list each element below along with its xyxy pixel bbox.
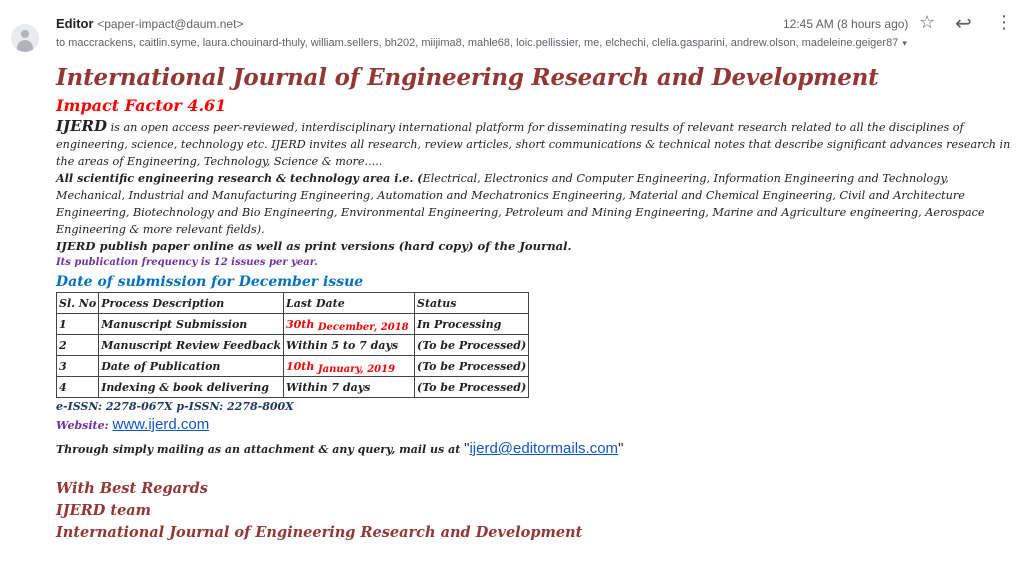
- row-number: 4: [57, 377, 99, 398]
- row-date-day: 10th: [286, 359, 315, 373]
- row-description: Manuscript Review Feedback: [99, 335, 284, 356]
- signature-journal-name: International Journal of Engineering Research and Development: [56, 524, 583, 541]
- row-status: (To be Processed): [415, 335, 529, 356]
- intro-lead: IJERD: [56, 117, 108, 135]
- mail-line: [56, 438, 1011, 461]
- publish-line: IJERD publish paper online as well as print versions (hard copy) of the Journal.: [56, 239, 572, 253]
- regards-line: With Best Regards: [56, 480, 208, 497]
- quote-close: ": [618, 440, 624, 457]
- email-timestamp: 12:45 AM (8 hours ago): [783, 17, 909, 31]
- sender-email: <paper-impact@daum.net>: [97, 17, 244, 31]
- row-date-day: 30th: [286, 317, 315, 331]
- table-header-cell: Status: [415, 293, 529, 314]
- row-date-month: December, 2018: [314, 321, 409, 333]
- website-line: [56, 415, 1011, 436]
- reply-icon[interactable]: ↩: [955, 11, 972, 35]
- quote-open: ": [464, 440, 470, 457]
- row-number: 1: [57, 314, 99, 335]
- table-header-cell: Last Date: [284, 293, 415, 314]
- journal-title: International Journal of Engineering Research and Development: [56, 64, 879, 91]
- row-last-date: Within 5 to 7 days: [284, 335, 415, 356]
- publication-frequency: Its publication frequency is 12 issues per year.: [56, 257, 318, 268]
- row-last-date: Within 7 days: [284, 377, 415, 398]
- table-row: [57, 356, 529, 377]
- star-icon[interactable]: ☆: [919, 12, 936, 33]
- recipients-list: to maccrackens, caitlin.syme, laura.chouinard-thuly, william.sellers, bh202, miijima8, mahle68, loic.pellissier, me, elchechi, clelia.gasparini, andrew.olson, madeleine.geiger87: [56, 37, 899, 49]
- website-link[interactable]: www.ijerd.com: [112, 416, 210, 433]
- row-number: 2: [57, 335, 99, 356]
- team-line: IJERD team: [56, 502, 152, 519]
- table-header-cell: Sl. No: [57, 293, 99, 314]
- email-body: [56, 64, 1011, 544]
- row-status: (To be Processed): [415, 377, 529, 398]
- row-status: In Processing: [415, 314, 529, 335]
- email-link[interactable]: ijerd@editormails.com: [469, 440, 619, 457]
- sender-name[interactable]: Editor: [56, 16, 94, 31]
- table-row: [57, 377, 529, 398]
- table-header-row: [57, 293, 529, 314]
- intro-paragraph: [56, 118, 1011, 170]
- table-row: [57, 314, 529, 335]
- table-header-cell: Process Description: [99, 293, 284, 314]
- row-number: 3: [57, 356, 99, 377]
- row-description: Manuscript Submission: [99, 314, 284, 335]
- areas-paragraph: [56, 170, 1011, 238]
- submission-heading: Date of submission for December issue: [56, 274, 364, 290]
- row-status: (To be Processed): [415, 356, 529, 377]
- row-description: Date of Publication: [99, 356, 284, 377]
- sender-line: [56, 16, 243, 31]
- recipients-line[interactable]: [56, 37, 907, 49]
- intro-text: is an open access peer-reviewed, interdisciplinary international platform for disseminating results of relevant research related to all the disciplines of engineering, science, technology etc. IJERD invites all research, review articles, short communications & technical notes that describe significant advances research in the areas of Engineering, Technology, Science & more.....: [56, 121, 1011, 168]
- sender-avatar[interactable]: [11, 24, 39, 52]
- schedule-table: [56, 292, 529, 398]
- areas-text: Electrical, Electronics and Computer Engineering, Information Engineering and Technology, Mechanical, Industrial and Manufacturing Engineering, Automation and Mechatronics Engineering, Material and Chemical Engineering, Civil and Architecture Engineering, Biotechnology and Bio Engineering, Environmental Engineering, Petroleum and Mining Engineering, Marine and Agriculture engineering, Aerospace Engineering & more relevant fields).: [56, 172, 985, 236]
- avatar-head: [21, 30, 29, 38]
- issn-line: e-ISSN: 2278-067X p-ISSN: 2278-800X: [56, 400, 294, 413]
- website-label: Website:: [56, 419, 113, 432]
- row-last-date: [284, 356, 415, 377]
- mail-text: Through simply mailing as an attachment & any query, mail us at: [56, 443, 465, 456]
- row-date-month: January, 2019: [314, 363, 396, 375]
- row-description: Indexing & book delivering: [99, 377, 284, 398]
- impact-factor: Impact Factor 4.61: [56, 96, 227, 115]
- table-row: [57, 335, 529, 356]
- row-last-date: [284, 314, 415, 335]
- avatar-body: [17, 40, 33, 52]
- more-options-icon[interactable]: ⋮: [995, 12, 1013, 33]
- areas-lead: All scientific engineering research & technology area i.e. (: [56, 171, 423, 185]
- recipients-caret-icon[interactable]: ▾: [902, 38, 907, 48]
